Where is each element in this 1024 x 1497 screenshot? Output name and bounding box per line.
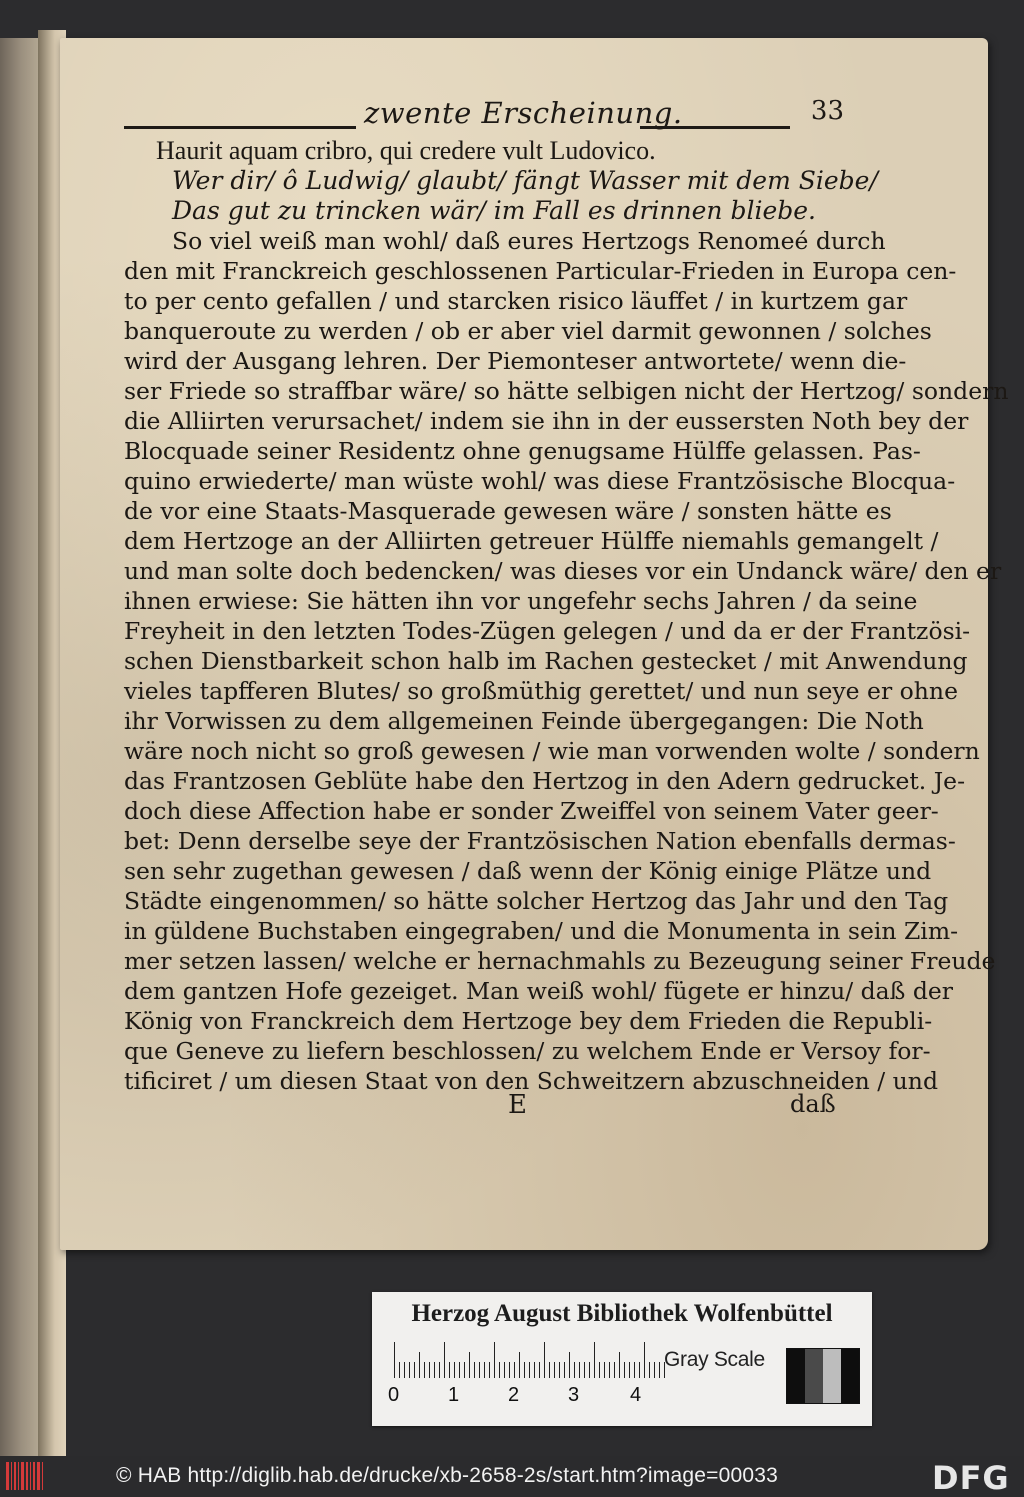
ruler-tick xyxy=(414,1362,415,1378)
ruler-tick xyxy=(479,1362,480,1378)
ruler-tick xyxy=(554,1362,555,1378)
text-line: vieles tapfferen Blutes/ so großmüthig gerettet/ und nun seye er ohne xyxy=(124,677,958,705)
ruler-tick xyxy=(574,1362,575,1378)
ruler-tick xyxy=(544,1342,545,1378)
ruler-tick xyxy=(524,1362,525,1378)
text-line: Haurit aquam cribro, qui credere vult Ludovico. xyxy=(156,136,656,165)
ruler-tick xyxy=(499,1362,500,1378)
ruler-tick xyxy=(604,1362,605,1378)
ruler-tick xyxy=(579,1362,580,1378)
gray-scale-swatches xyxy=(786,1348,860,1404)
ruler-number: 3 xyxy=(568,1384,580,1406)
ruler-tick xyxy=(624,1362,625,1378)
text-line: So viel weiß man wohl/ daß eures Hertzogs Renomeé durch xyxy=(172,227,886,255)
text-line: Städte eingenommen/ so hätte solcher Hertzog das Jahr und den Tag xyxy=(124,887,949,915)
text-line: Wer dir/ ô Ludwig/ glaubt/ fängt Wasser mit dem Siebe/ xyxy=(172,166,878,195)
ruler-scale xyxy=(394,1338,664,1378)
ruler-tick xyxy=(559,1362,560,1378)
ruler-tick xyxy=(644,1342,645,1378)
ruler-tick xyxy=(469,1352,470,1378)
page-number: 33 xyxy=(810,96,844,126)
text-line: que Geneve zu liefern beschlossen/ zu welchem Ende er Versoy for- xyxy=(124,1037,931,1065)
color-reference-card xyxy=(372,1292,872,1426)
ruler-tick xyxy=(614,1362,615,1378)
text-line: ihr Vorwissen zu dem allgemeinen Feinde übergegangen: Die Noth xyxy=(124,707,924,735)
text-line: ser Friede so straffbar wäre/ so hätte selbigen nicht der Hertzog/ sondern xyxy=(124,377,1009,405)
ruler-tick xyxy=(434,1362,435,1378)
catchword: daß xyxy=(790,1090,836,1118)
ruler-tick xyxy=(394,1342,395,1378)
ruler-tick xyxy=(549,1362,550,1378)
ruler-number: 0 xyxy=(388,1384,400,1406)
ruler-tick xyxy=(619,1352,620,1378)
ruler-tick xyxy=(444,1342,445,1378)
ruler-tick xyxy=(494,1342,495,1378)
ruler-tick xyxy=(539,1362,540,1378)
text-line: bet: Denn derselbe seye der Frantzösischen Nation ebenfalls dermas- xyxy=(124,827,956,855)
barcode-bar xyxy=(21,1462,24,1490)
ruler-tick xyxy=(514,1362,515,1378)
ruler-number: 4 xyxy=(630,1384,642,1406)
text-line: Freyheit in den letzten Todes-Zügen gelegen / und da er der Frantzösi- xyxy=(124,617,971,645)
ruler-tick xyxy=(449,1362,450,1378)
ruler-tick xyxy=(634,1362,635,1378)
ruler-tick xyxy=(659,1362,660,1378)
text-line: Das gut zu trincken wär/ im Fall es drinnen bliebe. xyxy=(172,196,816,225)
text-line: den mit Franckreich geschlossenen Particular-Frieden in Europa cen- xyxy=(124,257,957,285)
head-rule-left xyxy=(124,126,356,129)
ruler-tick xyxy=(594,1342,595,1378)
running-head xyxy=(124,96,844,136)
ruler-tick xyxy=(459,1362,460,1378)
text-line: dem Hertzoge an der Alliirten getreuer Hülffe niemahls gemangelt / xyxy=(124,527,939,555)
ruler-tick xyxy=(649,1362,650,1378)
ruler-number: 1 xyxy=(448,1384,460,1406)
text-line: doch diese Affection habe er sonder Zweiffel von seinem Vater geer- xyxy=(124,797,939,825)
ruler-tick xyxy=(609,1362,610,1378)
ruler-number: 2 xyxy=(508,1384,520,1406)
barcode-bar xyxy=(6,1462,9,1490)
barcode-bar xyxy=(11,1462,12,1490)
barcode-bar xyxy=(33,1462,35,1490)
text-block xyxy=(124,136,1009,1096)
ruler-tick xyxy=(629,1362,630,1378)
dfg-logo: DFG xyxy=(932,1459,1010,1497)
text-line: die Alliirten verursachet/ indem sie ihn in der eussersten Noth bey der xyxy=(124,407,969,435)
ruler-tick xyxy=(409,1362,410,1378)
barcode-icon xyxy=(6,1462,48,1490)
ruler-tick xyxy=(564,1362,565,1378)
text-line: sen sehr zugethan gewesen / daß wenn der König einige Plätze und xyxy=(124,857,932,885)
text-line: de vor eine Staats-Masquerade gewesen wäre / sonsten hätte es xyxy=(124,497,892,525)
barcode-bar xyxy=(18,1462,19,1490)
text-line: Blocquade seiner Residentz ohne genugsame Hülffe gelassen. Pas- xyxy=(124,437,921,465)
copyright-citation-link[interactable]: © HAB http://diglib.hab.de/drucke/xb-2658-2s/start.htm?image=00033 xyxy=(116,1464,778,1487)
ruler-tick xyxy=(464,1362,465,1378)
text-line: schen Dienstbarkeit schon halb im Rachen gestecket / mit Anwendung xyxy=(124,647,968,675)
text-line: und man solte doch bedencken/ was dieses vor ein Undanck wäre/ den er xyxy=(124,557,1002,585)
gray-swatch xyxy=(841,1349,859,1403)
ruler-tick xyxy=(589,1362,590,1378)
ruler-tick xyxy=(399,1362,400,1378)
text-line: quino erwiederte/ man wüste wohl/ was diese Frantzösische Blocqua- xyxy=(124,467,956,495)
barcode-bar xyxy=(37,1462,40,1490)
ruler-tick xyxy=(569,1352,570,1378)
library-name: Herzog August Bibliothek Wolfenbüttel xyxy=(411,1300,833,1327)
ruler-tick xyxy=(599,1362,600,1378)
barcode-bar xyxy=(14,1462,16,1490)
text-line: wäre noch nicht so groß gewesen / wie man vorwenden wolte / sondern xyxy=(124,737,980,765)
text-line: in güldene Buchstaben eingegraben/ und die Monumenta in sein Zim- xyxy=(124,917,959,945)
running-title: zwente Erscheinung. xyxy=(364,96,683,130)
text-line: dem gantzen Hofe gezeiget. Man weiß wohl/ fügete er hinzu/ daß der xyxy=(124,977,954,1005)
ruler-tick xyxy=(484,1362,485,1378)
text-line: König von Franckreich dem Hertzoge bey dem Frieden die Republi- xyxy=(124,1007,933,1035)
text-line: to per cento gefallen / und starcken risico läuffet / in kurtzem gar xyxy=(124,287,908,315)
text-line: mer setzen lassen/ welche er hernachmahls zu Bezeugung seiner Freude xyxy=(124,947,996,975)
barcode-bar xyxy=(42,1462,43,1490)
gray-scale-label: Gray Scale xyxy=(664,1348,765,1371)
ruler-tick xyxy=(519,1352,520,1378)
ruler-tick xyxy=(639,1362,640,1378)
text-line: das Frantzosen Geblüte habe den Hertzog in den Adern gedrucket. Je- xyxy=(124,767,966,795)
ruler-tick xyxy=(419,1352,420,1378)
ruler-tick xyxy=(654,1362,655,1378)
signature-mark: E xyxy=(508,1090,527,1120)
ruler-tick xyxy=(454,1362,455,1378)
text-line: banqueroute zu werden / ob er aber viel darmit gewonnen / solches xyxy=(124,317,932,345)
ruler-tick xyxy=(534,1362,535,1378)
ruler-tick xyxy=(439,1362,440,1378)
gray-swatch xyxy=(787,1349,805,1403)
ruler-tick xyxy=(489,1362,490,1378)
ruler-tick xyxy=(404,1362,405,1378)
ruler-tick xyxy=(584,1362,585,1378)
ruler-numbers xyxy=(388,1384,668,1414)
barcode-bar xyxy=(26,1462,28,1490)
barcode-bar xyxy=(30,1462,31,1490)
gray-swatch xyxy=(805,1349,823,1403)
footer-bar xyxy=(0,1456,1024,1496)
ruler-tick xyxy=(529,1362,530,1378)
gray-swatch xyxy=(823,1349,841,1403)
text-line: ihnen erwiese: Sie hätten ihn vor ungefehr sechs Jahren / da seine xyxy=(124,587,918,615)
ruler-tick xyxy=(424,1362,425,1378)
text-line: wird der Ausgang lehren. Der Piemonteser antwortete/ wenn die- xyxy=(124,347,907,375)
ruler-tick xyxy=(429,1362,430,1378)
ruler-tick xyxy=(504,1362,505,1378)
ruler-tick xyxy=(509,1362,510,1378)
ruler-tick xyxy=(474,1362,475,1378)
text-line: tificiret / um diesen Staat von den Schweitzern abzuschneiden / und xyxy=(124,1067,938,1095)
